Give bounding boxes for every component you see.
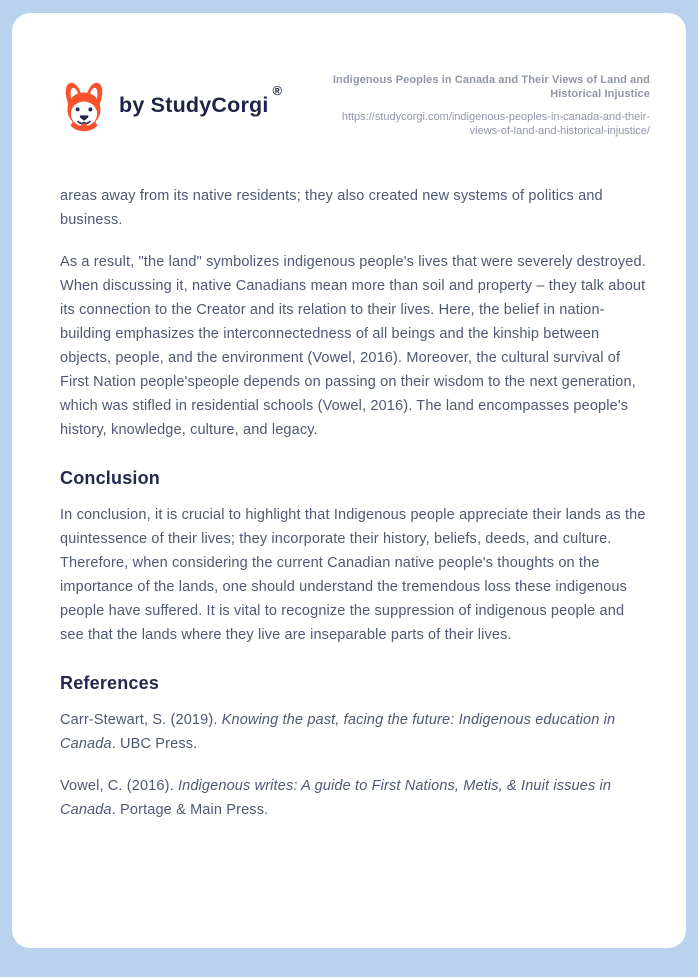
reference-title: Indigenous writes: A guide to First Nations, Metis, & Inuit issues in Canada [60, 778, 612, 819]
brand-name: by StudyCorgi [119, 93, 269, 118]
document-title: Indigenous Peoples in Canada and Their Views of Land and Historical Injustice [332, 74, 650, 101]
document-header [60, 73, 650, 138]
intro-paragraph: areas away from its native residents; they also created new systems of politics and business. [60, 188, 603, 229]
registered-mark: ® [272, 82, 283, 98]
conclusion-heading: Conclusion [60, 468, 160, 489]
reference-publisher: . Portage & Main Press. [111, 802, 269, 819]
reference-authors: Vowel, C. (2016). [60, 778, 178, 795]
corgi-logo-icon [60, 79, 108, 133]
references-heading: References [60, 673, 160, 694]
article-body [60, 184, 650, 822]
document-card [12, 13, 686, 948]
conclusion-paragraph: In conclusion, it is crucial to highlight that Indigenous people appreciate their lands as the quintessence of their lives; they incorporate their history, beliefs, deeds, and culture. Therefore, when considering the current Canadian native people's thoughts on the importance of the lands, one should understand the tremendous loss these indigenous people have suffered. It is vital to recognize the suppression of indigenous people and see that the lands where they live are inseparable parts of their lives. [60, 507, 646, 644]
document-meta [318, 73, 650, 138]
document-url-link[interactable]: https://studycorgi.com/indigenous-peoples-in-canada-and-their-views-of-land-and-historical-injustice/ [341, 111, 650, 138]
reference-authors: Carr-Stewart, S. (2019). [60, 712, 222, 729]
reference-item [60, 774, 650, 822]
body-paragraph: As a result, "the land" symbolizes indigenous people's lives that were severely destroyed. When discussing it, native Canadians mean more than soil and property – they talk about its connection to the Creator and its relation to their lives. Here, the belief in nation-building emphasizes the interconnectedness of all beings and the kinship between objects, people, and the environment (Vowel, 2016). Moreover, the cultural survival of First Nation people'speople depends on passing on their wisdom to the next generation, which was stifled in residential schools (Vowel, 2016). The land encompasses people's history, knowledge, culture, and legacy. [60, 254, 646, 439]
brand-logo [60, 79, 282, 133]
reference-title: Knowing the past, facing the future: Indigenous education in Canada [60, 712, 616, 753]
reference-publisher: . UBC Press. [111, 736, 198, 753]
reference-item [60, 708, 650, 756]
